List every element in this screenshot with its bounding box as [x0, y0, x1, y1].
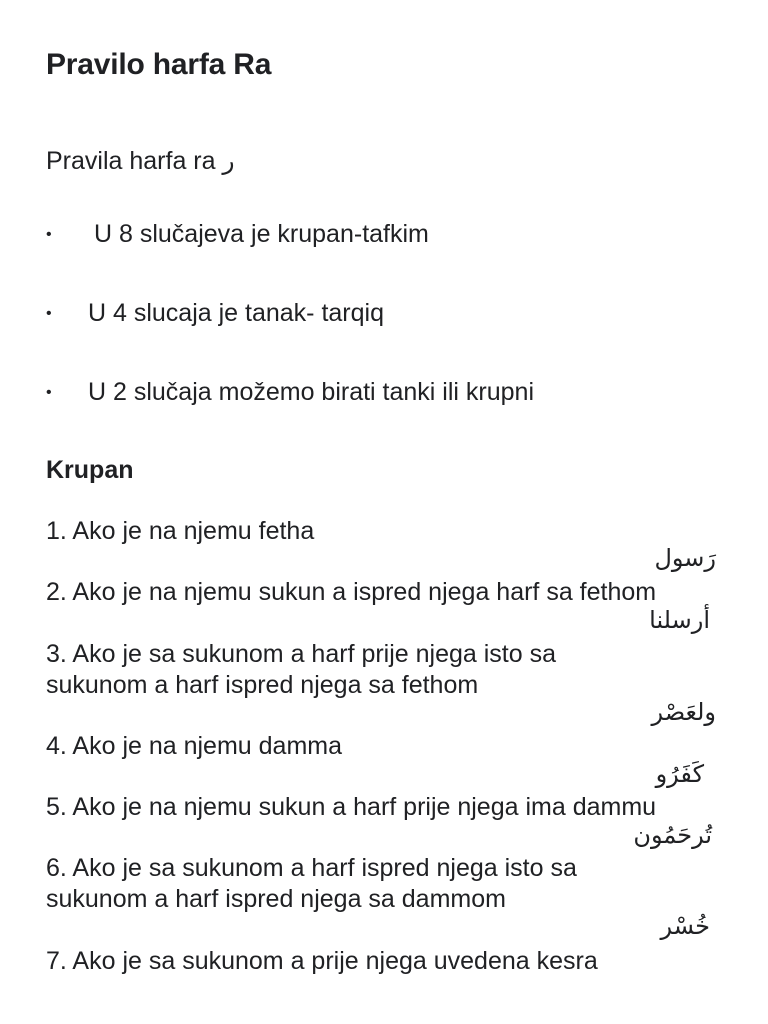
arabic-example: خُسْر: [660, 912, 710, 940]
bullet-text: U 4 slucaja je tanak- tarqiq: [88, 299, 384, 327]
bullet-dot-icon: •: [46, 305, 52, 323]
intro-text: Pravila harfa ra ر: [46, 147, 235, 175]
bullet-text: U 8 slučajeva je krupan-tafkim: [94, 220, 429, 248]
bullet-item: [46, 220, 429, 249]
section-heading: Krupan: [46, 456, 134, 484]
rule-item: 4. Ako je na njemu damma: [46, 732, 342, 760]
arabic-example: كَفَرُو: [655, 760, 704, 788]
bullet-dot-icon: •: [46, 384, 52, 402]
rule-item: 7. Ako je sa sukunom a prije njega uvedena kesra: [46, 947, 598, 975]
rule-item: 5. Ako je na njemu sukun a harf prije njega ima dammu: [46, 793, 657, 821]
page-title: Pravilo harfa Ra: [46, 48, 272, 81]
rule-item: 3. Ako je sa sukunom a harf prije njega isto sa sukunom a harf ispred njega sa fethom: [46, 640, 557, 699]
rule-item: 2. Ako je na njemu sukun a ispred njega harf sa fethom: [46, 578, 657, 606]
arabic-example: ولعَصْر: [651, 698, 716, 726]
rule-item: 1. Ako je na njemu fetha: [46, 517, 315, 545]
bullet-dot-icon: •: [46, 226, 52, 244]
bullet-item: [46, 299, 384, 328]
rule-item: 6. Ako je sa sukunom a harf ispred njega isto sa sukunom a harf ispred njega sa dammom: [46, 854, 577, 913]
bullet-item: [46, 378, 535, 407]
arabic-example: رَسول: [654, 544, 716, 572]
arabic-example: تُرحَمُون: [633, 821, 712, 849]
arabic-example: أرسلنا: [649, 606, 710, 634]
bullet-text: U 2 slučaja možemo birati tanki ili krupni: [88, 378, 535, 406]
